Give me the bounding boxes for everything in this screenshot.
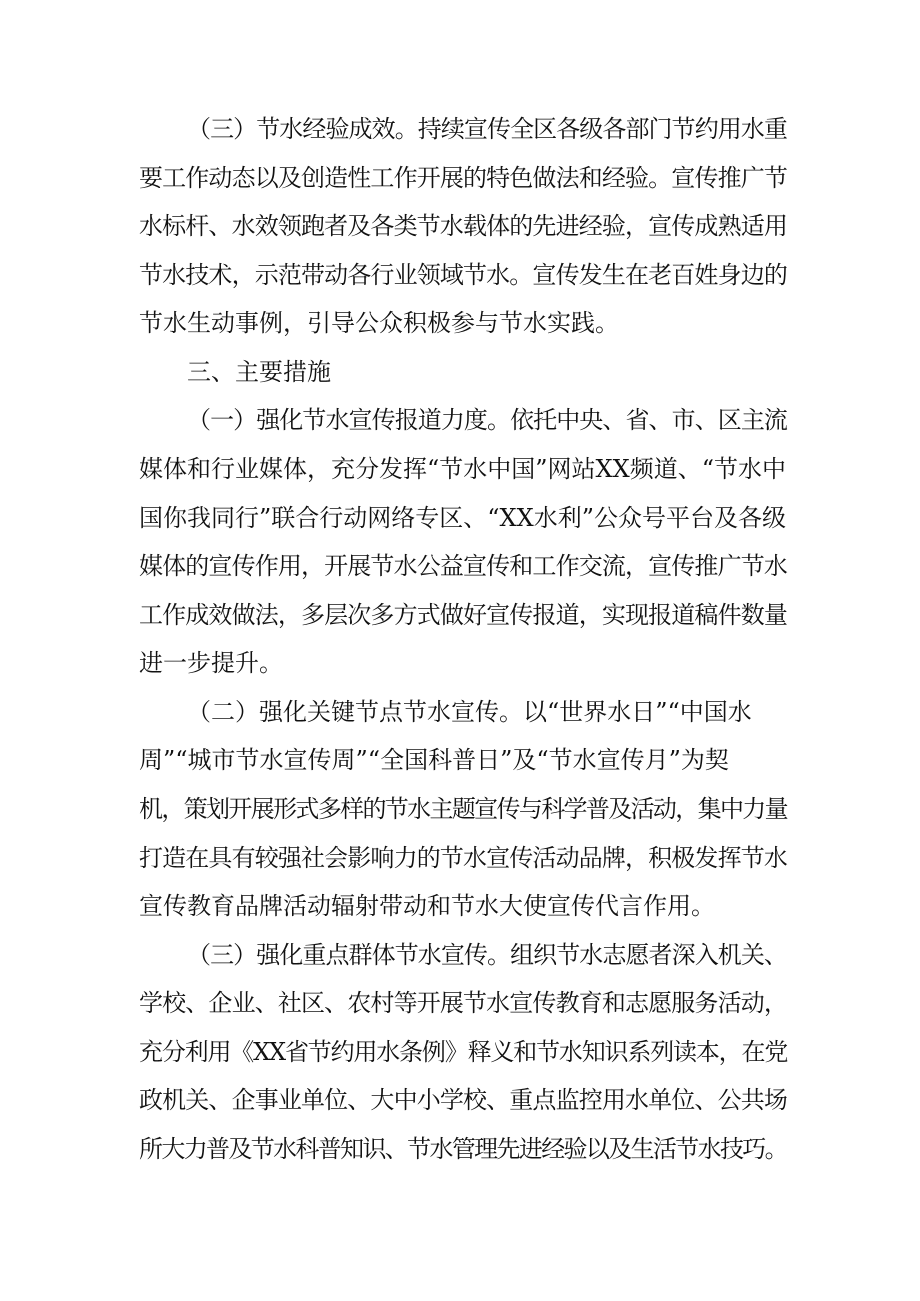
para-measure2-line-1: （二）强化关键节点节水宣传。以“世界水日”“中国水 <box>187 698 752 726</box>
para-measure1-line-1: （一）强化节水宣传报道力度。依托中央、省、市、区主流 <box>187 406 787 434</box>
para-measure1-line-2: 媒体和行业媒体，充分发挥“节水中国”网站XX频道、“节水中 <box>139 455 786 483</box>
para-measure2-line-4: 打造在具有较强社会影响力的节水宣传活动品牌，积极发挥节水 <box>139 844 787 872</box>
heading-main-measures: 三、主要措施 <box>187 358 331 386</box>
para-measure3-line-3: 充分利用《XX省节约用水条例》释义和节水知识系列读本，在党 <box>139 1038 788 1066</box>
para-measure1-line-6: 进一步提升。 <box>139 649 283 677</box>
para-section3-line-3: 水标杆、水效领跑者及各类节水载体的先进经验，宣传成熟适用 <box>139 212 787 240</box>
para-measure1-line-4: 媒体的宣传作用，开展节水公益宣传和工作交流，宣传推广节水 <box>139 552 787 580</box>
para-measure2-line-2: 周”“城市节水宣传周”“全国科普日”及“节水宣传月”为契 <box>139 746 729 774</box>
para-measure2-line-3: 机，策划开展形式多样的节水主题宣传与科学普及活动，集中力量 <box>139 795 787 823</box>
para-measure3-line-5: 所大力普及节水科普知识、节水管理先进经验以及生活节水技巧。 <box>139 1135 787 1163</box>
para-measure1-line-5: 工作成效做法，多层次多方式做好宣传报道，实现报道稿件数量 <box>139 601 787 629</box>
para-measure3-line-2: 学校、企业、社区、农村等开展节水宣传教育和志愿服务活动， <box>139 989 787 1017</box>
para-measure1-line-3: 国你我同行”联合行动网络专区、“XX水利”公众号平台及各级 <box>139 504 786 532</box>
para-section3-line-5: 节水生动事例，引导公众积极参与节水实践。 <box>139 309 619 337</box>
para-measure2-line-5: 宣传教育品牌活动辐射带动和节水大使宣传代言作用。 <box>139 892 715 920</box>
para-measure3-line-1: （三）强化重点群体节水宣传。组织节水志愿者深入机关、 <box>187 941 787 969</box>
para-measure3-line-4: 政机关、企事业单位、大中小学校、重点监控用水单位、公共场 <box>139 1086 787 1114</box>
para-section3-line-2: 要工作动态以及创造性工作开展的特色做法和经验。宣传推广节 <box>139 164 787 192</box>
para-section3-line-1: （三）节水经验成效。持续宣传全区各级各部门节约用水重 <box>187 115 787 143</box>
para-section3-line-4: 节水技术，示范带动各行业领域节水。宣传发生在老百姓身边的 <box>139 261 787 289</box>
